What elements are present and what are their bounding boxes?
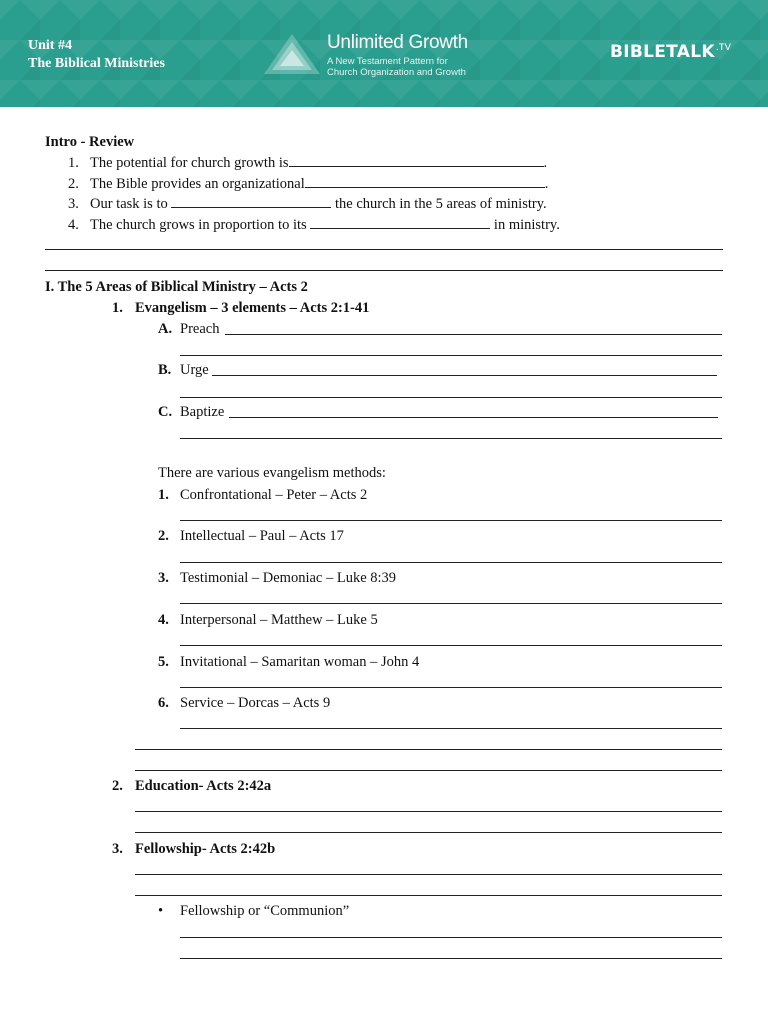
element-label: Baptize — [180, 404, 225, 420]
education-title: Education- Acts 2:42a — [135, 778, 272, 794]
writing-line[interactable] — [180, 958, 722, 959]
writing-line[interactable] — [180, 397, 722, 398]
method-label: Service – Dorcas – Acts 9 — [180, 695, 331, 711]
evangelism-title: Evangelism – 3 elements – Acts 2:1-41 — [135, 300, 370, 316]
method-label: Invitational – Samaritan woman – John 4 — [180, 654, 420, 670]
writing-line[interactable] — [180, 728, 722, 729]
intro-item-1 — [68, 154, 547, 172]
element-letter: B. — [158, 362, 172, 378]
method-item — [158, 527, 344, 545]
pyramid-logo-icon — [262, 32, 322, 76]
unit-number: Unit #4 — [28, 38, 72, 53]
fill-blank[interactable] — [171, 195, 331, 208]
fellowship-heading — [112, 840, 275, 858]
fill-blank[interactable] — [305, 175, 545, 188]
method-num: 3. — [158, 570, 169, 586]
method-label: Confrontational – Peter – Acts 2 — [180, 487, 368, 503]
method-item — [158, 569, 396, 587]
education-heading — [112, 777, 271, 795]
method-num: 2. — [158, 528, 169, 544]
method-item — [158, 611, 378, 629]
brand-logo — [610, 42, 731, 62]
method-item — [158, 694, 330, 712]
fellowship-bullet-text: Fellowship or “Communion” — [180, 903, 350, 919]
series-subtitle-line-2: Church Organization and Growth — [327, 67, 466, 78]
intro-item-2-end: . — [544, 176, 549, 192]
intro-item-2-text: The Bible provides an organizational — [90, 176, 305, 192]
series-subtitle-line-1: A New Testament Pattern for — [327, 56, 448, 67]
method-item — [158, 486, 367, 504]
method-item — [158, 653, 419, 671]
fill-blank[interactable] — [310, 216, 490, 229]
intro-item-4-num: 4. — [68, 217, 79, 233]
element-label: Preach — [180, 321, 220, 337]
intro-item-3-num: 3. — [68, 196, 79, 212]
element-urge — [158, 361, 209, 379]
fill-blank[interactable] — [289, 154, 544, 167]
intro-item-3 — [68, 195, 547, 213]
method-num: 4. — [158, 612, 169, 628]
intro-item-4-text: The church grows in proportion to its — [90, 217, 311, 233]
fellowship-num: 3. — [112, 841, 123, 857]
writing-line[interactable] — [180, 520, 722, 521]
brand-name: BIBLETALK — [610, 42, 715, 62]
education-num: 2. — [112, 778, 123, 794]
writing-line[interactable] — [180, 438, 722, 439]
writing-line[interactable] — [212, 375, 717, 376]
fellowship-bullet — [158, 902, 349, 920]
writing-line[interactable] — [45, 270, 723, 271]
element-baptize — [158, 403, 224, 421]
fellowship-title: Fellowship- Acts 2:42b — [135, 841, 276, 857]
element-label: Urge — [180, 362, 209, 378]
bullet-icon: • — [158, 903, 164, 919]
intro-item-2 — [68, 175, 548, 193]
intro-item-4 — [68, 216, 560, 234]
section-heading: I. The 5 Areas of Biblical Ministry – Acts 2 — [45, 279, 308, 295]
intro-item-4-end: in ministry. — [490, 217, 560, 233]
evangelism-heading — [112, 299, 369, 317]
writing-line[interactable] — [135, 832, 722, 833]
method-label: Intellectual – Paul – Acts 17 — [180, 528, 344, 544]
series-subtitle — [327, 56, 466, 78]
method-label: Testimonial – Demoniac – Luke 8:39 — [180, 570, 397, 586]
writing-line[interactable] — [180, 603, 722, 604]
writing-line[interactable] — [180, 687, 722, 688]
series-title: Unlimited Growth — [327, 32, 468, 53]
unit-label — [28, 37, 165, 73]
writing-line[interactable] — [180, 645, 722, 646]
writing-line[interactable] — [229, 417, 718, 418]
element-letter: A. — [158, 321, 173, 337]
writing-line[interactable] — [180, 355, 722, 356]
element-letter: C. — [158, 404, 173, 420]
intro-heading: Intro - Review — [45, 134, 135, 150]
unit-title: The Biblical Ministries — [28, 56, 165, 71]
writing-line[interactable] — [225, 334, 722, 335]
writing-line[interactable] — [180, 562, 722, 563]
intro-item-3-end: the church in the 5 areas of ministry. — [331, 196, 547, 212]
method-num: 5. — [158, 654, 169, 670]
writing-line[interactable] — [135, 895, 722, 896]
intro-item-1-end: . — [543, 155, 548, 171]
intro-item-1-num: 1. — [68, 155, 79, 171]
writing-line[interactable] — [135, 874, 722, 875]
writing-line[interactable] — [135, 749, 722, 750]
writing-line[interactable] — [135, 811, 722, 812]
brand-suffix: .TV — [715, 43, 732, 54]
method-num: 6. — [158, 695, 169, 711]
writing-line[interactable] — [180, 937, 722, 938]
method-label: Interpersonal – Matthew – Luke 5 — [180, 612, 378, 628]
writing-line[interactable] — [45, 249, 723, 250]
method-num: 1. — [158, 487, 169, 503]
writing-line[interactable] — [135, 770, 722, 771]
intro-item-2-num: 2. — [68, 176, 79, 192]
intro-item-1-text: The potential for church growth is — [90, 155, 289, 171]
element-preach — [158, 320, 219, 338]
intro-item-3-text: Our task is to — [90, 196, 172, 212]
header-banner — [0, 0, 768, 107]
evangelism-num: 1. — [112, 300, 123, 316]
methods-intro: There are various evangelism methods: — [158, 465, 386, 481]
